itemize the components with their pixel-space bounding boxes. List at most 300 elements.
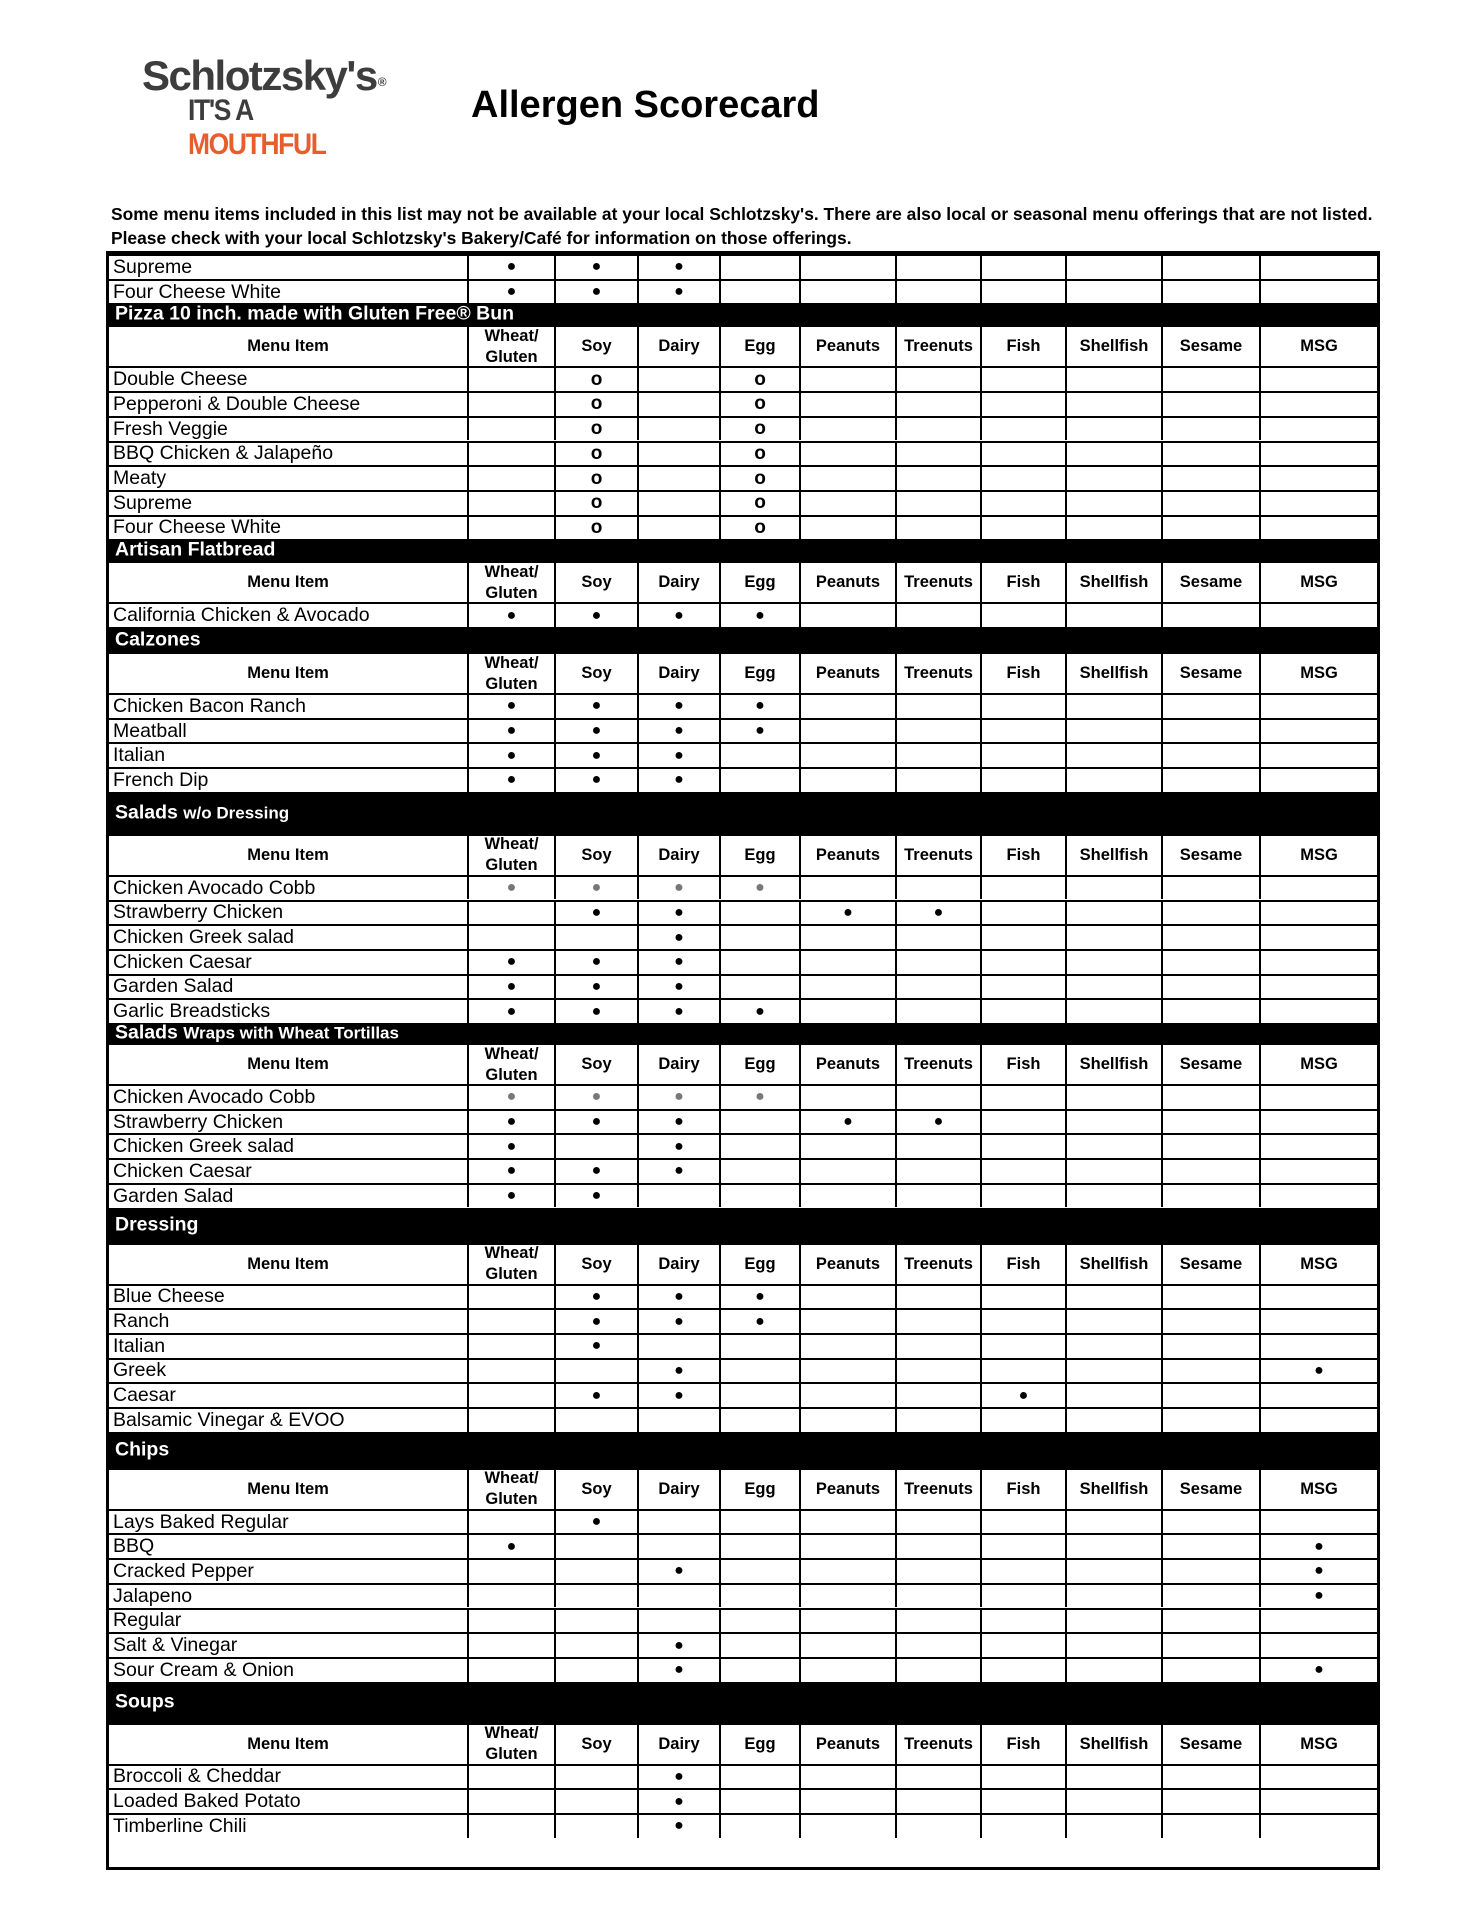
allergen-cell [895,1086,980,1109]
allergen-cell [895,976,980,999]
column-header: Fish [980,563,1065,602]
allergen-cell [895,256,980,279]
allergen-cell [637,1111,719,1134]
filled-dot-marker: ● [591,746,602,764]
column-header: Soy [554,1245,637,1284]
menu-item-name: Chicken Avocado Cobb [113,1085,316,1108]
allergen-cell [467,1185,554,1208]
allergen-cell [1161,926,1259,949]
allergen-cell [467,1409,554,1432]
allergen-cell [467,976,554,999]
allergen-cell [467,1560,554,1583]
allergen-cell [554,1409,637,1432]
allergen-cell [637,976,719,999]
allergen-cell [467,1086,554,1109]
column-header: Sesame [1161,327,1259,366]
allergen-cell [799,744,895,767]
allergen-cell [1065,976,1161,999]
filled-dot-marker: ● [506,1113,517,1131]
filled-dot-marker: ● [1314,1361,1324,1379]
allergen-cell [1065,1360,1161,1383]
allergen-cell [980,1585,1065,1608]
allergen-cell [637,467,719,490]
allergen-cell [719,1185,799,1208]
menu-item-name: Garlic Breadsticks [113,1000,271,1023]
column-header: Dairy [637,327,719,366]
allergen-cell [1259,769,1377,792]
allergen-cell [799,1560,895,1583]
filled-dot-marker: ● [506,1137,517,1155]
table-row [109,391,1377,416]
table-row [109,900,1377,925]
column-header: MSG [1259,1245,1377,1284]
table-row [109,998,1377,1023]
allergen-cell [980,368,1065,391]
allergen-cell [980,1135,1065,1158]
allergen-cell [1259,1766,1377,1789]
column-header: Shellfish [1065,836,1161,875]
allergen-cell [719,1086,799,1109]
brand-logo [142,52,387,161]
table-row [109,416,1377,441]
allergen-cell [637,1286,719,1309]
filled-dot-marker: ● [506,1537,517,1555]
filled-dot-marker: ● [1314,1587,1324,1605]
table-row [109,1533,1377,1558]
allergen-cell [895,1659,980,1682]
column-header: Egg [719,327,799,366]
open-circle-marker: o [754,492,766,514]
column-header: Sesame [1161,1470,1259,1509]
allergen-cell [554,877,637,900]
allergen-cell [980,1535,1065,1558]
allergen-cell [1259,720,1377,743]
allergen-cell [1259,1000,1377,1023]
filled-dot-marker: ● [755,1002,765,1020]
filled-dot-marker: ● [674,722,684,740]
allergen-cell [1161,492,1259,515]
filled-dot-marker: ● [674,1162,684,1180]
allergen-cell [554,1535,637,1558]
allergen-cell [980,418,1065,441]
section-title: Salads w/o Dressing [115,801,290,824]
filled-dot-marker: ● [506,1162,517,1180]
menu-item-name: Lays Baked Regular [113,1510,289,1533]
menu-item-name: Pepperoni & Double Cheese [113,392,361,415]
allergen-cell [1065,1511,1161,1534]
column-header-row [109,1468,1377,1509]
section-heading [109,303,1377,325]
menu-item-name: Four Cheese White [113,516,281,539]
allergen-cell [1259,1535,1377,1558]
filled-dot-marker: ● [591,1002,602,1020]
column-header: Dairy [637,654,719,693]
allergen-cell [1161,517,1259,540]
table-row [109,515,1377,540]
menu-item-name: Broccoli & Cheddar [113,1765,281,1788]
allergen-cell [637,393,719,416]
menu-item-name: Ranch [113,1310,170,1333]
filled-dot-marker: ● [506,283,517,301]
allergen-cell [980,393,1065,416]
column-header: Peanuts [799,327,895,366]
allergen-cell [554,1335,637,1358]
allergen-cell [895,1790,980,1813]
allergen-cell [1259,1086,1377,1109]
section-heading [109,539,1377,561]
filled-dot-marker: ● [674,283,684,301]
section-heading [109,1023,1377,1043]
allergen-cell [467,1160,554,1183]
allergen-cell [467,695,554,718]
table-row [109,1084,1377,1109]
allergen-cell [895,1634,980,1657]
table-row [109,1764,1377,1789]
allergen-cell [1259,1310,1377,1333]
allergen-cell [467,1815,554,1838]
allergen-cell [980,720,1065,743]
allergen-cell [1259,1360,1377,1383]
allergen-cell [1259,393,1377,416]
table-row [109,1657,1377,1682]
column-header: MSG [1259,563,1377,602]
allergen-cell [719,1360,799,1383]
allergen-cell [980,1634,1065,1657]
allergen-cell [895,1384,980,1407]
section-heading [109,792,1377,834]
allergen-cell [1161,256,1259,279]
open-circle-marker: o [590,393,603,415]
allergen-cell [1065,1286,1161,1309]
table-row [109,1632,1377,1657]
allergen-cell [895,281,980,304]
allergen-cell [554,1086,637,1109]
menu-item-name: Chicken Bacon Ranch [113,694,306,717]
allergen-cell [980,1511,1065,1534]
allergen-cell [1065,926,1161,949]
allergen-cell [637,604,719,627]
allergen-cell [467,256,554,279]
allergen-cell [1065,1000,1161,1023]
allergen-cell [719,443,799,466]
filled-dot-marker: ● [591,1187,602,1205]
allergen-cell [1065,1815,1161,1838]
column-header: Menu Item [247,1055,329,1073]
allergen-cell [980,877,1065,900]
allergen-cell [637,744,719,767]
allergen-cell [719,418,799,441]
column-header: Menu Item [247,845,329,864]
filled-dot-marker: ● [591,1386,602,1404]
allergen-cell [467,1310,554,1333]
allergen-cell [637,1160,719,1183]
column-header: Dairy [637,1470,719,1509]
menu-item-name: Supreme [113,255,193,278]
filled-dot-marker: ● [591,771,602,789]
column-header-row [109,325,1377,366]
filled-dot-marker: ● [506,1002,517,1020]
allergen-cell [980,1086,1065,1109]
filled-dot-marker: ● [755,697,765,715]
allergen-cell [1065,1585,1161,1608]
allergen-cell [1161,1360,1259,1383]
allergen-cell [799,1185,895,1208]
filled-dot-marker: ● [591,1312,602,1330]
filled-dot-marker: ● [591,1162,602,1180]
allergen-cell [467,604,554,627]
allergen-cell [467,1766,554,1789]
filled-dot-marker: ● [674,1361,684,1379]
open-circle-marker: o [590,418,603,440]
allergen-cell [980,1815,1065,1838]
allergen-cell [467,951,554,974]
column-header: Egg [719,1045,799,1084]
filled-dot-marker: ● [591,1287,602,1305]
filled-dot-marker: ● [506,697,517,715]
filled-dot-marker: ● [674,1661,684,1679]
allergen-cell [1161,695,1259,718]
allergen-cell [719,951,799,974]
allergen-cell [799,1286,895,1309]
allergen-cell [467,281,554,304]
column-header: Sesame [1161,1725,1259,1764]
allergen-cell [719,695,799,718]
allergen-cell [1161,368,1259,391]
column-header: Menu Item [247,573,329,592]
allergen-cell [1161,1335,1259,1358]
allergen-cell [1161,1585,1259,1608]
column-header: Dairy [637,1045,719,1084]
allergen-cell [467,443,554,466]
column-header: Menu Item [247,664,329,682]
allergen-cell [719,1286,799,1309]
allergen-cell [1065,1409,1161,1432]
allergen-cell [895,877,980,900]
column-header-row [109,1043,1377,1084]
menu-item-name: Fresh Veggie [113,417,228,440]
column-header: Egg [719,836,799,875]
allergen-cell [1065,1659,1161,1682]
allergen-cell [467,368,554,391]
allergen-cell [554,1610,637,1633]
section-title: Chips [115,1438,170,1461]
allergen-cell [1161,281,1259,304]
allergen-cell [980,769,1065,792]
allergen-cell [1259,951,1377,974]
filled-dot-marker: ● [933,1113,944,1131]
allergen-cell [799,877,895,900]
allergen-cell [1259,1286,1377,1309]
column-header-row [109,561,1377,602]
filled-dot-marker: ● [674,1113,684,1131]
column-header: Sesame [1161,836,1259,875]
filled-dot-marker: ● [674,746,684,764]
allergen-cell [467,1286,554,1309]
table-row [109,1608,1377,1633]
column-header: Shellfish [1065,1045,1161,1084]
column-header: Egg [719,1725,799,1764]
column-header: Fish [980,654,1065,693]
allergen-cell [467,1535,554,1558]
menu-item-name: Garden Salad [113,1184,234,1207]
filled-dot-marker: ● [674,1002,684,1020]
allergen-cell [637,1535,719,1558]
table-row [109,602,1377,627]
allergen-cell [1065,492,1161,515]
filled-dot-marker: ● [591,1113,602,1131]
column-header: Wheat/ Gluten [467,1725,554,1764]
allergen-cell [467,1111,554,1134]
allergen-cell [554,902,637,925]
allergen-cell [1065,1384,1161,1407]
table-row [109,1788,1377,1813]
allergen-cell [1065,720,1161,743]
allergen-cell [1259,443,1377,466]
allergen-cell [1065,1610,1161,1633]
column-header-row [109,1243,1377,1284]
column-header: Wheat/ Gluten [467,654,554,693]
allergen-cell [554,1659,637,1682]
allergen-cell [554,467,637,490]
allergen-cell [719,1560,799,1583]
allergen-cell [980,1384,1065,1407]
allergen-cell [1065,1160,1161,1183]
allergen-cell [1259,1409,1377,1432]
column-header: Soy [554,563,637,602]
availability-notice: Some menu items included in this list may not be available at your local Schlotzsky's. There are also local or seasonal menu offerings that are not listed. Please check with your local Schlotzsky's Bakery/Café for information on those offerings. [111,204,1373,248]
menu-item-name: Strawberry Chicken [113,1110,284,1133]
allergen-cell [554,604,637,627]
allergen-cell [1065,695,1161,718]
allergen-cell [1065,744,1161,767]
allergen-cell [1161,467,1259,490]
allergen-cell [1161,393,1259,416]
allergen-cell [980,1409,1065,1432]
filled-dot-marker: ● [755,722,765,740]
filled-dot-marker: ● [674,771,684,789]
allergen-cell [467,926,554,949]
allergen-cell [554,720,637,743]
allergen-cell [1161,1511,1259,1534]
column-header: Egg [719,1470,799,1509]
table-row [109,1813,1377,1838]
allergen-cell [467,1384,554,1407]
column-header: Treenuts [895,1045,980,1084]
allergen-cell [467,744,554,767]
allergen-cell [554,1360,637,1383]
allergen-cell [719,1160,799,1183]
allergen-cell [554,1384,637,1407]
column-header: Sesame [1161,1245,1259,1284]
allergen-cell [1161,902,1259,925]
column-header: Soy [554,327,637,366]
filled-dot-marker: ● [591,606,602,624]
allergen-cell [799,418,895,441]
filled-dot-marker: ● [1314,1562,1324,1580]
allergen-cell [1161,1790,1259,1813]
allergen-cell [1065,902,1161,925]
allergen-cell [799,281,895,304]
menu-item-name: Salt & Vinegar [113,1634,238,1657]
allergen-cell [1259,976,1377,999]
allergen-cell [467,467,554,490]
filled-dot-marker: ● [506,258,517,276]
column-header: Shellfish [1065,563,1161,602]
allergen-cell [467,1511,554,1534]
allergen-cell [719,1634,799,1657]
column-header: MSG [1259,1725,1377,1764]
menu-item-name: Greek [113,1359,167,1382]
allergen-cell [719,492,799,515]
allergen-cell [637,926,719,949]
allergen-cell [719,877,799,900]
allergen-cell [467,769,554,792]
allergen-cell [799,902,895,925]
allergen-cell [554,1790,637,1813]
filled-dot-marker: ● [843,903,853,921]
table-row [109,718,1377,743]
filled-dot-marker: ● [591,977,602,995]
filled-dot-marker: ● [591,258,602,276]
column-header: Shellfish [1065,1470,1161,1509]
allergen-cell [980,256,1065,279]
filled-dot-marker: ● [1018,1386,1029,1404]
brand-wordmark: Schlotzsky's® [142,52,387,99]
filled-dot-marker: ● [674,879,684,897]
allergen-cell [980,926,1065,949]
allergen-cell [719,1111,799,1134]
column-header: Soy [554,1045,637,1084]
column-header: Fish [980,836,1065,875]
allergen-cell [554,951,637,974]
allergen-cell [719,1384,799,1407]
table-row [109,1183,1377,1208]
table-row [109,1284,1377,1309]
allergen-cell [895,492,980,515]
allergen-cell [895,1335,980,1358]
column-header: Dairy [637,836,719,875]
allergen-cell [637,492,719,515]
allergen-cell [895,393,980,416]
column-header: Peanuts [799,836,895,875]
allergen-cell [554,1511,637,1534]
allergen-cell [637,1659,719,1682]
filled-dot-marker: ● [506,1088,517,1106]
allergen-cell [719,1535,799,1558]
allergen-cell [637,720,719,743]
allergen-cell [1161,1409,1259,1432]
section-heading [109,1682,1377,1723]
open-circle-marker: o [754,368,766,390]
allergen-cell [799,604,895,627]
allergen-cell [980,902,1065,925]
allergen-cell [1161,1160,1259,1183]
filled-dot-marker: ● [755,606,765,624]
allergen-cell [895,443,980,466]
filled-dot-marker: ● [591,903,602,921]
table-row [109,949,1377,974]
allergen-cell [980,492,1065,515]
allergen-cell [980,1360,1065,1383]
allergen-cell [799,1535,895,1558]
allergen-cell [554,1185,637,1208]
column-header: Shellfish [1065,1725,1161,1764]
filled-dot-marker: ● [506,953,517,971]
table-row [109,693,1377,718]
column-header: Fish [980,1045,1065,1084]
allergen-cell [895,1585,980,1608]
allergen-cell [1065,1790,1161,1813]
